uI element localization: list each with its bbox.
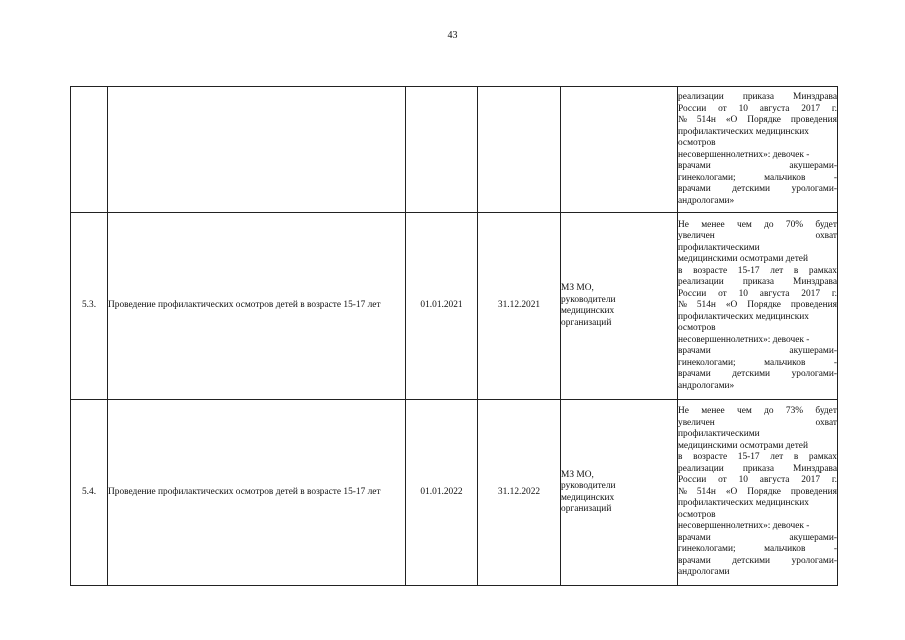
result-line (678, 369, 837, 381)
result-word: лет (770, 452, 784, 463)
responsible-line: медицинских (561, 306, 615, 316)
result-word: врачами (678, 555, 711, 566)
result-word: от (718, 288, 727, 299)
result-line: несовершеннолетних»: девочек - (678, 334, 810, 345)
result-word: 10 (738, 103, 748, 114)
result-word: реализации (678, 92, 724, 102)
result-word: 70% (785, 219, 804, 230)
result-word: г. (831, 475, 837, 486)
result-word: реализации (678, 277, 724, 288)
result-line (678, 556, 837, 568)
responsible-line: медицинских (561, 492, 615, 503)
activity-name-cell: Проведение профилактических осмотров детей в возрасте 15-17 лет (108, 213, 406, 400)
result-line: профилактических медицинских (678, 498, 809, 509)
result-word: урологами- (791, 369, 837, 380)
result-line (678, 452, 837, 464)
result-line: профилактических медицинских (678, 126, 809, 137)
result-word: проведения (790, 486, 837, 497)
table-row (71, 87, 838, 213)
table-row (71, 400, 838, 586)
result-word: урологами- (791, 184, 837, 194)
result-word: 10 (738, 475, 748, 486)
result-word: акушерами- (789, 532, 837, 543)
responsible-line: руководители (561, 294, 616, 305)
result-line (678, 266, 837, 278)
start-date-cell: 01.01.2022 (406, 400, 478, 586)
result-word: мальчиков (764, 357, 806, 368)
result-line (678, 289, 837, 301)
result-word: врачами (678, 184, 711, 194)
result-line (678, 173, 837, 185)
result-word: «О (725, 486, 738, 497)
result-word: врачами (678, 369, 711, 380)
result-word: проведения (790, 115, 837, 125)
result-word: гинекологами; (678, 357, 736, 368)
result-word: урологами- (791, 555, 837, 566)
table-row (71, 213, 838, 400)
result-line (678, 115, 837, 127)
result-line: несовершеннолетних»: девочек - (678, 521, 810, 532)
result-word: «О (725, 300, 738, 311)
result-word: г. (831, 288, 837, 299)
result-word: Не (678, 406, 689, 417)
result-word: возрасте (693, 452, 728, 463)
result-line (678, 277, 837, 289)
result-line: андрологами (678, 567, 730, 578)
result-word: детскими (732, 555, 771, 566)
result-line (678, 346, 837, 358)
result-line: андрологами» (678, 380, 735, 391)
result-line (678, 184, 837, 196)
result-line (678, 487, 837, 499)
start-date-cell (406, 87, 478, 213)
result-line: медицинскими осмотрами детей (678, 440, 808, 451)
result-word: 514н (696, 486, 716, 497)
result-word: акушерами- (789, 346, 837, 357)
result-word: - (833, 357, 837, 368)
item-number-cell: 5.4. (71, 400, 108, 586)
responsible-line: МЗ МО, (561, 469, 594, 480)
result-line: профилактическими (678, 242, 760, 253)
result-word: детскими (732, 184, 771, 194)
result-line: медицинскими осмотрами детей (678, 254, 808, 265)
result-word: приказа (742, 463, 774, 474)
result-word: врачами (678, 346, 711, 357)
result-word: в (678, 265, 683, 276)
result-line: андрологами» (678, 195, 735, 206)
result-word: августа (759, 475, 790, 486)
result-word: рамках (808, 452, 837, 463)
result-line (678, 104, 837, 116)
result-word: «О (725, 115, 738, 125)
result-line (678, 406, 837, 418)
result-word: 514н (696, 115, 716, 125)
result-line (678, 92, 837, 104)
result-line (678, 544, 837, 556)
item-number-cell: 5.3. (71, 213, 108, 400)
responsible-line: руководители (561, 481, 616, 491)
end-date-cell: 31.12.2022 (478, 400, 561, 586)
result-line (678, 464, 837, 476)
result-word: в (793, 265, 799, 276)
result-line (678, 220, 837, 232)
result-word: детскими (732, 369, 771, 380)
responsible-cell (561, 400, 678, 586)
result-word: охват (815, 231, 837, 242)
result-word: Минздрава (793, 277, 837, 288)
result-word: менее (701, 219, 725, 230)
result-line: профилактических медицинских (678, 311, 809, 322)
result-word: от (718, 103, 727, 114)
result-word: № (678, 115, 687, 125)
document-table (70, 86, 838, 586)
responsible-cell (561, 213, 678, 400)
result-word: увеличен (678, 417, 715, 428)
result-cell (678, 87, 838, 213)
result-word: гинекологами; (678, 544, 736, 555)
result-word: приказа (742, 92, 774, 102)
result-word: чем (737, 406, 752, 417)
responsible-line: организаций (561, 504, 612, 514)
result-word: России (678, 475, 707, 486)
result-word: 2017 (801, 475, 821, 486)
activity-name-cell (108, 87, 406, 213)
result-word: охват (815, 417, 837, 428)
result-word: № (678, 486, 687, 497)
result-cell (678, 213, 838, 400)
result-word: акушерами- (789, 161, 837, 171)
end-date-cell: 31.12.2021 (478, 213, 561, 400)
result-word: - (833, 544, 837, 555)
start-date-cell: 01.01.2021 (406, 213, 478, 400)
page-number: 43 (447, 30, 458, 41)
result-word: рамках (808, 265, 837, 276)
result-line (678, 300, 837, 312)
result-word: увеличен (678, 231, 715, 242)
result-word: до (764, 406, 774, 417)
result-word: августа (759, 288, 790, 299)
end-date-cell (478, 87, 561, 213)
result-line (678, 231, 837, 243)
result-word: врачами (678, 161, 711, 171)
result-word: Порядке (747, 115, 781, 125)
result-word: августа (759, 103, 790, 114)
result-word: 15-17 (737, 452, 760, 463)
result-word: врачами (678, 532, 711, 543)
result-word: 2017 (801, 288, 821, 299)
result-word: Минздрава (793, 92, 837, 102)
result-word: мальчиков (764, 172, 806, 183)
result-line (678, 533, 837, 545)
item-number-cell (71, 87, 108, 213)
result-line: осмотров (678, 138, 716, 148)
result-word: реализации (678, 463, 724, 474)
result-word: 2017 (801, 103, 821, 114)
result-word: № (678, 300, 687, 311)
result-word: лет (770, 265, 784, 276)
result-word: России (678, 288, 707, 299)
result-line (678, 418, 837, 430)
result-cell (678, 400, 838, 586)
result-word: будет (815, 219, 837, 230)
result-word: от (718, 475, 727, 486)
result-word: г. (831, 103, 837, 114)
result-word: проведения (790, 300, 837, 311)
result-word: 514н (696, 300, 716, 311)
responsible-line: МЗ МО, (561, 283, 594, 293)
result-word: мальчиков (764, 544, 806, 555)
result-word: чем (737, 219, 752, 230)
result-word: Не (678, 219, 689, 230)
result-line (678, 358, 837, 370)
result-word: в (793, 452, 799, 463)
result-word: гинекологами; (678, 172, 736, 183)
result-word: Порядке (747, 300, 781, 311)
responsible-cell (561, 87, 678, 213)
result-word: в (678, 452, 683, 463)
result-word: до (764, 219, 774, 230)
result-word: 73% (785, 406, 804, 417)
result-word: возрасте (693, 265, 728, 276)
result-line (678, 475, 837, 487)
result-word: приказа (742, 277, 774, 288)
result-line: профилактическими (678, 429, 760, 440)
result-line (678, 161, 837, 173)
result-word: - (833, 172, 837, 183)
result-word: Минздрава (793, 463, 837, 474)
result-word: менее (701, 406, 725, 417)
activity-name-cell: Проведение профилактических осмотров детей в возрасте 15-17 лет (108, 400, 406, 586)
responsible-line: организаций (561, 317, 612, 328)
result-line: осмотров (678, 509, 716, 520)
result-word: 10 (738, 288, 748, 299)
result-word: России (678, 103, 707, 114)
result-word: 15-17 (737, 265, 760, 276)
result-line: осмотров (678, 323, 716, 334)
result-line: несовершеннолетних»: девочек - (678, 149, 810, 160)
result-word: Порядке (747, 486, 781, 497)
result-word: будет (815, 406, 837, 417)
